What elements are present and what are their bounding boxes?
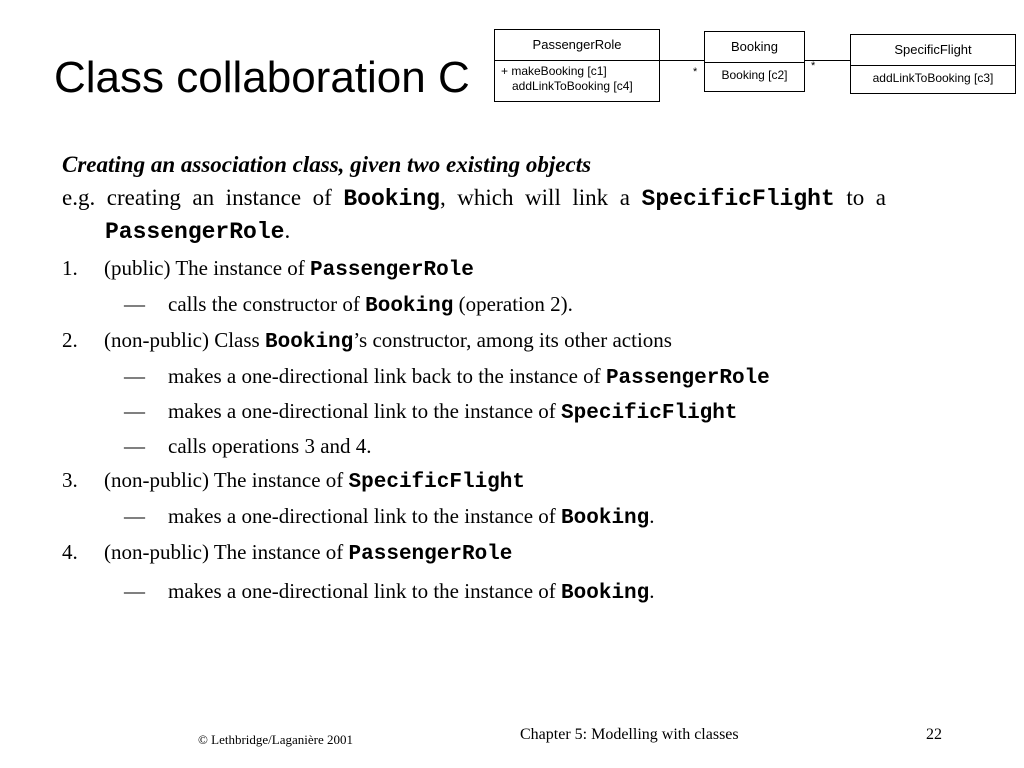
item-text: (non-public) Class bbox=[104, 328, 265, 352]
multiplicity-left: * bbox=[693, 66, 698, 78]
dash-bullet: — bbox=[124, 504, 145, 528]
code-term: SpecificFlight bbox=[641, 186, 835, 212]
sub-item-text: (operation 2). bbox=[453, 292, 573, 316]
sub-item bbox=[62, 291, 886, 320]
code-term: PassengerRole bbox=[348, 543, 513, 566]
lead-paragraph bbox=[62, 182, 886, 248]
dash-bullet: — bbox=[124, 434, 145, 458]
class-operations bbox=[705, 63, 804, 83]
dash-bullet: — bbox=[124, 579, 145, 603]
item-number: 4. bbox=[62, 540, 78, 564]
numbered-item bbox=[62, 326, 886, 357]
sub-item-text: makes a one-directional link to the instance of bbox=[168, 579, 562, 603]
dash-bullet: — bbox=[124, 399, 145, 423]
sub-item bbox=[62, 503, 886, 532]
class-box-passenger-role bbox=[494, 29, 660, 102]
dash-bullet: — bbox=[124, 292, 145, 316]
sub-item-text: . bbox=[649, 504, 655, 528]
sub-item-text: . bbox=[649, 579, 655, 603]
sub-item bbox=[62, 363, 886, 392]
item-text: (public) The instance of bbox=[104, 256, 311, 280]
class-operations bbox=[851, 66, 1015, 86]
sub-item-text: makes a one-directional link to the instance of bbox=[168, 399, 562, 423]
class-box-booking bbox=[704, 31, 805, 92]
numbered-item bbox=[62, 466, 886, 497]
slide-body bbox=[62, 150, 886, 607]
code-term: Booking bbox=[365, 295, 454, 318]
page-number: 22 bbox=[926, 726, 942, 743]
operation: Booking [c2] bbox=[721, 68, 788, 82]
operation: + makeBooking [c1] bbox=[501, 64, 607, 78]
code-term: Booking bbox=[264, 331, 354, 354]
sub-item bbox=[62, 578, 886, 607]
association-line-left bbox=[659, 60, 705, 61]
class-name: PassengerRole bbox=[495, 30, 659, 61]
footer-chapter: Chapter 5: Modelling with classes bbox=[520, 726, 739, 743]
slide-title: Class collaboration C bbox=[54, 53, 470, 102]
item-number: 1. bbox=[62, 256, 78, 280]
class-name: SpecificFlight bbox=[851, 35, 1015, 66]
code-term: SpecificFlight bbox=[561, 402, 738, 425]
sub-item-text: calls the constructor of bbox=[168, 292, 366, 316]
item-text: (non-public) The instance of bbox=[104, 540, 349, 564]
code-term: Booking bbox=[343, 186, 440, 212]
class-operations bbox=[495, 61, 659, 94]
code-term: PassengerRole bbox=[105, 219, 285, 245]
item-text: ’s constructor, among its other actions bbox=[353, 328, 672, 352]
code-term: Booking bbox=[561, 507, 650, 530]
footer-copyright: © Lethbridge/Laganière 2001 bbox=[198, 732, 353, 747]
multiplicity-right: * bbox=[811, 60, 816, 72]
sub-item-text: makes a one-directional link to the instance of bbox=[168, 504, 562, 528]
lead-text: , which will link a bbox=[439, 185, 642, 210]
operation: addLinkToBooking [c3] bbox=[872, 71, 994, 85]
code-term: SpecificFlight bbox=[348, 471, 525, 494]
code-term: Booking bbox=[561, 582, 650, 605]
item-number: 2. bbox=[62, 328, 78, 352]
sub-item bbox=[62, 433, 886, 460]
dash-bullet: — bbox=[124, 364, 145, 388]
class-name: Booking bbox=[705, 32, 804, 63]
numbered-item bbox=[62, 538, 886, 569]
numbered-item bbox=[62, 254, 886, 285]
lead-text: e.g. creating an instance of bbox=[62, 185, 344, 210]
sub-item-text: calls operations 3 and 4. bbox=[168, 434, 372, 458]
lead-text: to a bbox=[834, 185, 886, 210]
section-heading: Creating an association class, given two existing objects bbox=[62, 152, 592, 177]
code-term: PassengerRole bbox=[605, 367, 770, 390]
sub-item bbox=[62, 398, 886, 427]
item-text: (non-public) The instance of bbox=[104, 468, 349, 492]
sub-item-text: makes a one-directional link back to the instance of bbox=[168, 364, 606, 388]
class-box-specific-flight bbox=[850, 34, 1016, 94]
item-number: 3. bbox=[62, 468, 78, 492]
operation: addLinkToBooking [c4] bbox=[512, 79, 633, 93]
code-term: PassengerRole bbox=[310, 259, 474, 282]
lead-text: . bbox=[284, 218, 291, 243]
